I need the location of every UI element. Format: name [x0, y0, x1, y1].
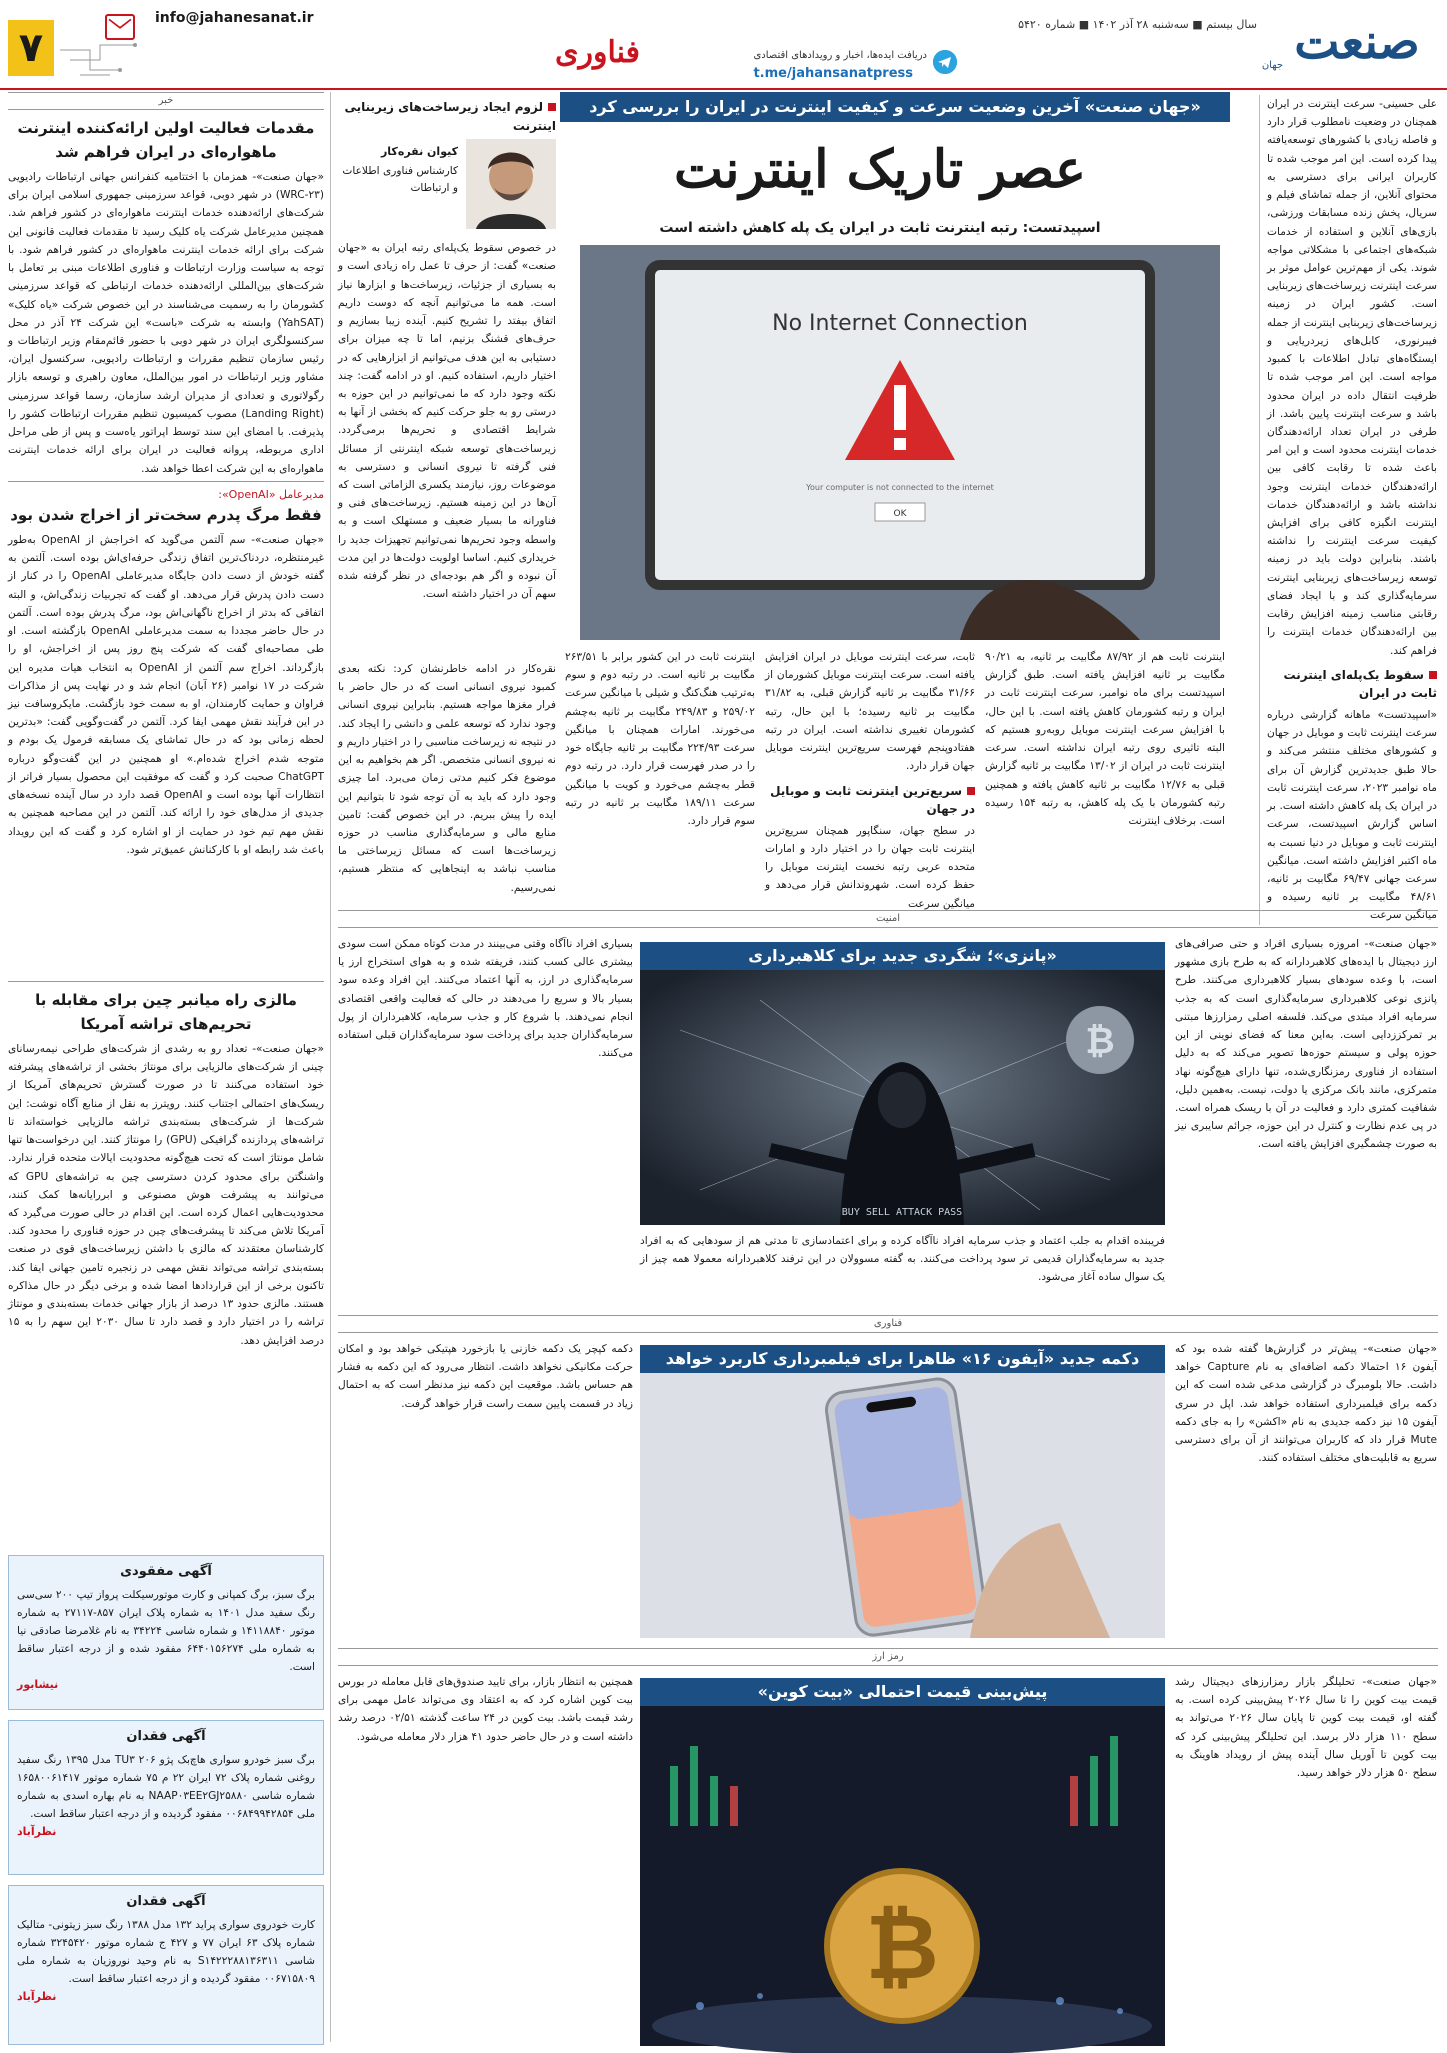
telegram-block[interactable]	[753, 48, 927, 84]
telegram-icon	[933, 50, 957, 74]
ad-2-city: نظرآباد	[17, 1825, 57, 1839]
page-number: ۷	[8, 20, 54, 76]
opinion-column-bottom	[338, 660, 556, 900]
bitcoin-story-col-right	[1175, 1673, 1437, 2045]
main-story-col3-heading	[765, 782, 975, 819]
main-story-kicker: «جهان صنعت» آخرین وضعیت سرعت و کیفیت اینترنت در ایران را بررسی کرد	[560, 92, 1230, 122]
main-story-col3b-text: در سطح جهان، سنگاپور همچنان سریع‌ترین اینترنت ثابت جهان را در اختیار دارد و امارات متحده عربی رتبه نخست اینترنت موبایل را حفظ کرده است. شهروندانش قرار می‌دهد و میانگین سرعت	[765, 824, 975, 910]
security-story-col-right	[1175, 935, 1437, 1305]
bitcoin-story-title: پیش‌بینی قیمت احتمالی «بیت کوین»	[640, 1678, 1165, 1706]
security-story-text-mid: بسیاری افراد ناآگاه وقتی می‌بینند در مدت کوتاه ممکن است سودی بیشتری عالی کسب کنند، فریفته شده و به هوای استخراج ارز یا سرمایه‌گذاری در ارز، به آنها اعتماد می‌کنند. این افراد وعده سود بسیار بالا و سریع را می‌دهند در حالی که فعالیت واقعی اقتصادی انجام نمی‌دهند. با شروع کار و جذب سرمایه، کلاهبرداران از پول سرمایه‌گذاران جدید برای پرداخت سود سرمایه‌گذاران قبلی استفاده می‌کنند.	[338, 938, 633, 1060]
circuit-decoration-icon	[60, 40, 140, 80]
svg-text:صنعت: صنعت	[1294, 14, 1420, 70]
email-address[interactable]: info@jahanesanat.ir	[155, 10, 314, 26]
ad-3-title: آگهی فقدان	[126, 1894, 206, 1909]
author-portrait	[466, 139, 556, 229]
opinion-author-block	[338, 139, 556, 239]
main-story-col1-text: علی حسینی- سرعت اینترنت در ایران همچنان در وضعیت نامطلوب قرار دارد و فاصله زیادی با کشورهای توسعه‌یافته پیدا کرده است. این امر موجب شده تا کاربران ایرانی برای دسترسی به محتوای آنلاین، از جمله تماشای فیلم و سریال، پخش زنده مسابقات ورزشی، بازی‌های آنلاین و استفاده از خدمات شبکه‌های اجتماعی با مشکلاتی مواجه شوند. یکی از مهم‌ترین عوامل موثر بر سرعت اینترنت زیرساخت‌های زیربنایی است. کشور ایران در زمینه زیرساخت‌های زیربنایی اینترنت از جمله فیبرنوری، کابل‌های زیردریایی و ایستگاه‌های تبادل اطلاعات با کمبود مواجه است. این امر موجب شده تا ظرفیت انتقال داده در ایران محدود باشد و سرعت اینترنت پایین باشد. از طرفی در ایران تعداد ارائه‌دهندگان خدمات اینترنت محدود است و این امر باعث شده تا رقابت کافی بین ارائه‌دهندگان خدمات اینترنت وجود نداشته باشد و ارائه‌دهندگان خدمات اینترنت انگیزه کافی برای افزایش کیفیت سرعت اینترنت را نداشته باشند. بنابراین دولت باید در زمینه توسعه زیرساخت‌های زیربنایی اینترنت سرمایه‌گذاری کند و با ایجاد فضای رقابتی مناسب زمینه افزایش رقابت بین ارائه‌دهندگان خدمات اینترنت را فراهم کند.	[1266, 98, 1437, 657]
svg-text:₿: ₿	[1085, 1021, 1115, 1062]
ad-2-title: آگهی فقدان	[126, 1729, 206, 1744]
column-divider	[1259, 95, 1260, 925]
left-news-body-1: «جهان صنعت»- همزمان با اختتامیه کنفرانس جهانی ارتباطات رادیویی (WRC-۲۳) در شهر دوبی، قواعد سرزمینی جمهوری اسلامی ایران برای شرکت‌های ارائه‌دهنده خدمات اینترنت ماهواره‌ای در کشور فراهم شد. همچنین مدیرعامل شرکت یاه کلیک رسید تا مقدمات فعالیت قانونی این شرکت برای ارائه خدمات اینترنت ماهواره‌ای در کشور فراهم شود. با توجه به سیاست وزارت ارتباطات و فناوری اطلاعات مبنی بر تعامل با شرکت‌های بین‌المللی ارائه‌دهنده خدمات ارتباطی که قواعد سرزمینی کشورمان را به رسمیت می‌شناسند در این خصوص شرکت «یاه کلیک» (YahSAT) وابسته به شرکت «باست» این شرکت ۲۴ آذر در محل سرکنسولگری ایران در شهر دوبی با حضور قائم‌مقام وزیر ارتباطات و رئیس سازمان تنظیم مقررات و ارتباطات رادیویی، سرکنسول ایران، مشاور وزیر ارتباطات در امور بین‌الملل، معاون راهبری و توسعه بازار رگولاتوری و تعدادی از مدیران ارشد سازمان، رسما قواعد سرزمینی (Landing Right) مصوب کمیسیون تنظیم مقررات ارتباطات کشور را پذیرفت. با امضای این سند توسط اپراتور یاه‌ست و پس از طی مراحل اداری مربوطه، پروانه فعالیت در ایران برای ارائه خدمات اینترنت ماهواره‌ای به این شرکت اعطا خواهد شد.	[8, 171, 324, 475]
left-news-column	[8, 92, 324, 1542]
svg-text:₿: ₿	[865, 1895, 939, 2000]
left-news-body-2: «جهان صنعت»- سم آلتمن می‌گوید که اخراجش از OpenAI به‌طور غیرمنتظره، دردناک‌ترین اتفاق زندگی حرفه‌ای‌اش بوده است. آلتمن به گفته خودش از دست دادن جایگاه مدیرعاملی OpenAI را در کنار از دست دادن پدرش قرار می‌دهد. او گفت که تجربیات زندگی‌اش، و البته اتفاقی که بدتر از اخراج ناگهانی‌اش بود، مرگ پدرش بوده است. آلتمن در حال حاضر مجددا به سمت مدیرعاملی OpenAI بازگشته است. او طی مصاحبه‌ای گفت که شرکت پنج روز پس از اخراجش، او را بازگرداند. اخراج سم آلتمن از OpenAI به انتخاب هیات مدیره این شرکت در ۱۷ نوامبر (۲۶ آبان) انجام شد و در نهایت پس از مذاکرات فراوان و حمایت کارمندان، او به سمت خود بازگشت. مایکروسافت نیز در این فرآیند نقش مهمی ایفا کرد. آلتمن در گفت‌وگویی گفت: «بدترین لحظه زمانی بود که در حال تماشای یک مسابقه فرمول یک بودم و متوجه شدم اخراج شده‌ام.» او همچنین در این گفت‌وگو درباره ChatGPT صحبت کرد و گفت که موفقیت این محصول بسیار فراتر از انتظارات آنها بوده است و OpenAI قصد دارد در سال آینده نسخه‌های جدیدی از مدل‌های خود را ارائه کند. آلتمن در این مصاحبه همچنین به نقش مهم تیم خود در حمایت از او اشاره کرد و گفت که این رویداد باعث شد رابطه او با کارکنانش عمیق‌تر شود.	[8, 534, 325, 856]
security-section-label: امنیت	[338, 910, 1438, 928]
telegram-link[interactable]: t.me/jahansanatpress	[753, 65, 914, 81]
opinion-body-2: نقره‌کار در ادامه خاطرنشان کرد: نکته بعدی کمبود نیروی انسانی است که در حال حاضر با فرار مغزها مواجه هستیم. بنابراین نیروی انسانی وجود ندارد که توسعه علمی و دانشی را ایجاد کند. در نتیجه نه زیرساخت مناسبی را در اختیار داریم و نه نیروی انسانی متخصص. اگر هم بخواهیم به این موضوع فکر کنیم مدتی زمان می‌برد. اما چیزی وجود دارد که باید به آن توجه شود تا بتوانیم این ایده را پیش ببریم. در این خصوص گفت: تامین منابع مالی و سرمایه‌گذاری مناسب در حوزه زیرساخت‌ها است که مسائل زیرساختی ما مناسب نباشد به اینجاهایی که منتظر هستیم، نمی‌رسیم.	[338, 663, 556, 894]
ad-box-1	[8, 1555, 324, 1710]
main-story-title: عصر تاریک اینترنت	[674, 139, 1086, 200]
ad-1-title: آگهی مفقودی	[120, 1564, 212, 1579]
main-story-subtitle: اسپیدتست: رتبه اینترنت ثابت در ایران یک پله کاهش داشته است	[659, 220, 1101, 236]
opinion-heading	[338, 98, 556, 135]
issue-line: سال بیستم ■ سه‌شنبه ۲۸ آذر ۱۴۰۲ ■ شماره ۵۴۲۰	[1018, 18, 1257, 31]
opinion-author-title: کارشناس فناوری اطلاعات و ارتباطات	[342, 165, 458, 194]
security-story-text-under: فریبنده اقدام به جلب اعتماد و جذب سرمایه افراد ناآگاه کرده و برای اعتمادسازی تا مدتی هم از سودهایی که به افراد جدید به سرمایه‌گذاران قدیمی تر سود پرداخت می‌کنند. به گفته مسوولان در این ترفند کلاهبردارانه معمولا همه چیز از یک سوال ساده آغاز می‌شود.	[640, 1235, 1165, 1284]
main-story-col1-heading	[1267, 666, 1437, 703]
iphone-story-title: دکمه جدید «آیفون ۱۶» ظاهرا برای فیلمبرداری کاربرد خواهد	[640, 1345, 1165, 1373]
mail-icon	[105, 14, 135, 40]
logo[interactable]	[1261, 12, 1437, 72]
not-connected-text: Your computer is not connected to the internet	[806, 483, 994, 492]
bitcoin-story-col-left	[338, 1673, 633, 2045]
section-title: فناوری	[555, 35, 640, 70]
ad-3-city: نظرآباد	[17, 1990, 57, 2004]
image-words: BUY SELL ATTACK PASS	[841, 1207, 963, 1218]
main-story-image	[580, 245, 1220, 640]
opinion-author-name: کیوان نقره‌کار	[380, 145, 458, 159]
security-story-text-right: «جهان صنعت»- امروزه بسیاری افراد و حتی صرافی‌های ارز دیجیتال با ایده‌های کلاهبردارانه که به طرح بازی مشهور است، با وعده سودهای بسیار کلاهبرداری می‌کنند. طرح پانزی نوعی کلاهبرداری سرمایه‌گذاری است که به جذب سرمایه افراد مبتدی می‌کند. فلسفه اصلی رمزارزها مبتنی بر تمرکززدایی است. به‌این معنا که فضای نوینی از این حوزه پولی و سیستم حوزه‌ها تصویر می‌کند که به دلیل استفاده از فناوری رمزنگاری‌شده، تنها دارای هیچ‌گونه نهاد متمرکزی، مانند بانک مرکزی یا دولت، نیست. به‌همین دلیل، شفافیت کمتری دارد و فعالیت در آن با ریسک همراه است. در پی عدم نظارت و کنترل در این حوزه، جرائم سایبری نیز به صورت چشمگیری افزایش یافته است.	[1175, 938, 1437, 1151]
jahan-sanat-logo-icon	[1261, 12, 1437, 72]
left-news-divider	[8, 981, 324, 988]
security-story-col-left	[338, 935, 633, 1305]
hacker-illustration	[640, 970, 1165, 1225]
main-story-col4-text: اینترنت ثابت در این کشور برابر با ۲۶۳/۵۱ مگابیت بر ثانیه است. در رتبه دوم و سوم به‌ترتیب هنگ‌کنگ و شیلی با میانگین سرعت ۲۵۹/۰۲ و ۲۴۹/۸۳ مگابیت بر ثانیه به‌چشم می‌خورند. امارات همچنان با میانگین سرعت ۲۲۴/۹۳ مگابیت بر ثانیه جایگاه خود را در صدر فهرست قرار دارد. در رتبه دوم قطر به‌چشم می‌خورد و کویت با میانگین سرعت ۱۸۹/۱۱ مگابیت بر ثانیه در رتبه سوم قرار دارد.	[565, 651, 755, 827]
iphone-section-label: فناوری	[338, 1315, 1438, 1333]
ok-button: OK	[893, 509, 907, 519]
main-story-col3-heading-text: سریع‌ترین اینترنت ثابت و موبایل در جهان	[770, 783, 975, 817]
opinion-body: در خصوص سقوط یک‌پله‌ای رتبه ایران به «جهان صنعت» گفت: از حرف تا عمل راه زیادی است و به بسیاری از جزئیات، زیرساخت‌ها و ابزارها نیاز است. همه ما می‌توانیم آنچه که دوست داریم اتفاق بیفتد را تشریح کنیم. آینده زیبا بسازیم و حرف‌های قشنگ بزنیم، اما تا چه میزان برای دستیابی به این هدف می‌توانیم از ابزارهایی که در اختیار داریم، استفاده کنیم. او در ادامه گفت: چند نکته وجود دارد که ما نمی‌توانیم در این حوزه به درستی رو به جلو حرکت کنیم که بخشی از آنها به شرایط اقتصادی و تحریم‌ها برمی‌گردد. زیرساخت‌های توسعه شبکه اینترنتی از مسائل فنی گرفته تا نیروی انسانی و دسترسی به موضوعات روز، نیازمند یکسری الزاماتی است که آن‌ها در این زمینه هستیم. زیرساخت‌های فنی و فناورانه ما بسیار ضعیف و مستهلک است و به واسطه وجود تحریم‌ها نمی‌توانیم تجهیزات جدید را خریداری کنیم. اساسا اولویت دولت‌ها در این مدت آن نبوده و اگر هم بودجه‌ای در نظر گرفته شده سهم آن در اختیار داشته است.	[338, 242, 556, 601]
opinion-heading-text: لزوم ایجاد زیرساخت‌های زیربنایی اینترنت	[344, 100, 556, 133]
security-story-col-under	[640, 1232, 1165, 1307]
laptop-illustration	[580, 245, 1220, 640]
main-story-column-1	[1266, 95, 1437, 922]
security-story-title: «پانزی»؛ شگردی جدید برای کلاهبرداری	[640, 942, 1165, 970]
ad-box-3	[8, 1885, 324, 2045]
left-news-heading-1: مقدمات فعالیت اولین ارائه‌کننده اینترنت ماهواره‌ای در ایران فراهم شد	[17, 119, 315, 161]
iphone-story-image	[640, 1373, 1165, 1638]
main-story-col2-text: اینترنت ثابت هم از ۸۷/۹۲ مگابیت بر ثانیه، به ۹۰/۲۱ مگابیت بر ثانیه افزایش یافته است. طبق گزارش اسپیدتست برای ماه نوامبر، سرعت اینترنت ثابت در ایران و رتبه کشورمان کاهش یافته است. با این حال، با افزایش سرعت اینترنت موبایل روبه‌رو هستیم که البته تاثیری روی رتبه ایران نداشته است. سرعت اینترنت ثابت در ایران از ۱۳/۰۲ مگابیت بر ثانیه گزارش قبلی به ۱۲/۷۶ مگابیت بر ثانیه کاهش یافته و همچنین رتبه کشورمان با یک پله کاهش، به رتبه ۱۵۴ رسیده است. برخلاف اینترنت	[985, 651, 1225, 827]
main-story-col1b-text: «اسپیدتست» ماهانه گزارشی درباره سرعت اینترنت ثابت و موبایل در جهان و کشورهای مختلف منتشر می‌کند و حالا طبق جدیدترین گزارش آن برای ماه نوامبر ۲۰۲۳، سرعت اینترنت ثابت در ایران یک پله کاهش داشته است. بر اساس گزارش اسپیدتست، سرعت اینترنت ثابت و موبایل در دنیا نسبت به ماه اکتبر افزایش داشته است. میانگین سرعت جهانی ۶۹/۴۷ مگابیت بر ثانیه، ۴۸/۶۱ مگابیت بر ثانیه رسیده و میانگین سرعت	[1267, 708, 1437, 922]
no-internet-text: No Internet Connection	[772, 311, 1028, 336]
left-news-body-3: «جهان صنعت»- تعداد رو به رشدی از شرکت‌های طراحی نیمه‌رسانای چینی از شرکت‌های مالزیایی برای مونتاژ بخشی از تراشه‌های پیشرفته خود استفاده می‌کنند تا در صورت گسترش تحریم‌های آمریکا از ریسک‌های احتمالی اجتناب کنند. رویترز به نقل از منابع آگاه نوشت: این شرکت‌ها از شرکت‌های بسته‌بندی تراشه مالزیایی خواسته‌اند تا تراشه‌های پردازنده گرافیکی (GPU) را مونتاژ کنند. این درخواست‌ها تنها شامل مونتاژ است که تحت هیچ‌گونه محدودیت ایالات متحده قرار ندارد. واشنگتن برای محدود کردن دسترسی چین به تراشه‌های GPU که می‌توانند به پیشرفت هوش مصنوعی و ابررایانه‌ها کمک کنند، محدودیت‌هایی اعمال کرده است. این اقدام در حالی صورت می‌گیرد که آمریکا تلاش می‌کند تا پیشرفت‌های چین در حوزه فناوری را محدود کند. کارشناسان معتقدند که مالزی با داشتن زیرساخت‌های قوی در صنعت بسته‌بندی تراشه می‌تواند نقش مهمی در زنجیره تامین جهانی ایفا کند. تاکنون برخی از این قراردادها امضا شده و برخی دیگر در حال مذاکره هستند. مالزی حدود ۱۳ درصد از بازار جهانی خدمات بسته‌بندی و مونتاژ تراشه را در اختیار دارد و قصد دارد تا سال ۲۰۳۰ این سهم را به ۱۵ درصد افزایش دهد.	[8, 1043, 325, 1347]
main-story-col1-heading-text: سقوط یک‌پله‌ای اینترنت ثابت در ایران	[1283, 667, 1437, 701]
telegram-caption: دریافت ایده‌ها، اخبار و رویدادهای اقتصادی	[753, 50, 927, 61]
main-story-col3-text: ثابت، سرعت اینترنت موبایل در ایران افزایش یافته است. سرعت اینترنت موبایل کشورمان از ۳۱/۶۶ مگابیت بر ثانیه گزارش قبلی، به ۳۱/۸۲ مگابیت بر ثانیه رسیده؛ با این حال، رتبه کشورمان تغییری نداشته است. ایران در رتبه هفتادوپنجم فهرست سریع‌ترین اینترنت موبایل جهان قرار دارد.	[765, 651, 975, 773]
bitcoin-section-label: رمز ارز	[338, 1648, 1438, 1666]
column-divider	[330, 92, 331, 2042]
left-news-heading-3: مالزی راه میانبر چین برای مقابله با تحریم‌های تراشه آمریکا	[35, 991, 297, 1034]
ad-3-body: کارت خودروی سواری پراید ۱۳۲ مدل ۱۳۸۸ رنگ سبز زیتونی- متالیک شماره پلاک ۶۳ ایران ۷۷ و ۴۲۷ ج شماره موتور ۳۲۴۵۴۲۰ شماره شاسی S۱۴۲۲۲۸۸۱۳۶۳۱۱ به نام وحید نوروزیان به شماره ملی ۰۰۶۷۱۵۸۰۹ مفقود گردیده و از درجه اعتبار ساقط است.	[17, 1919, 315, 1986]
svg-text:جهان: جهان	[1261, 60, 1283, 71]
left-news-heading-2: فقط مرگ پدرم سخت‌تر از اخراج شدن بود	[10, 506, 322, 525]
iphone-story-col-left	[338, 1340, 633, 1640]
main-story-column-4	[565, 648, 755, 898]
iphone-story-text-mid: دکمه کپچر یک دکمه خازنی یا بازخورد هپتیکی خواهد بود و امکان حرکت مکانیکی نخواهد داشت. انتظار می‌رود که این دکمه به فشار هم حساس باشد. موقعیت این دکمه نیز مدنظر است که به احتمال زیاد در قسمت پایین سمت راست قرار خواهد گرفت.	[338, 1343, 633, 1410]
main-story-column-3	[765, 648, 975, 910]
bitcoin-illustration	[640, 1706, 1165, 2046]
left-news-kicker-2: مدیرعامل «OpenAI»:	[218, 488, 324, 501]
security-story-image	[640, 970, 1165, 1225]
ad-1-body: برگ سبز، برگ کمپانی و کارت موتورسیکلت پرواز تیپ ۲۰۰ سی‌سی رنگ سفید مدل ۱۴۰۱ به شماره پلاک ایران ۸۵۷-۲۷۱۱۷ به شماره موتور ۱۴۱۱۸۸۴۰ و شماره شاسی ۳۴۲۲۴ به نام غلامرضا صادقی نیا به شماره ملی ۶۴۴۰۱۵۶۲۷۴ مفقود شده و از درجه اعتبار ساقط است.	[17, 1589, 316, 1674]
iphone-story-col-right	[1175, 1340, 1437, 1640]
bitcoin-story-image	[640, 1706, 1165, 2046]
ad-box-2	[8, 1720, 324, 1875]
iphone-story-text-right: «جهان صنعت»- پیش‌تر در گزارش‌ها گفته شده بود که آیفون ۱۶ احتمالا دکمه اضافه‌ای به نام Capture خواهد داشت. حالا بلومبرگ در گزارشی مدعی شده است که این دکمه برای فیلمبرداری استفاده خواهد شد. اپل در سری آیفون ۱۵ نیز دکمه جدیدی به نام «اکشن» را به جای دکمه Mute قرار داد که کاربران می‌توانند از آن برای دسترسی سریع به قابلیت‌های مختلف استفاده کنند.	[1175, 1343, 1437, 1465]
main-story-column-2	[985, 648, 1225, 898]
page-header	[0, 0, 1447, 90]
left-news-label: خبر	[8, 92, 324, 110]
ad-1-city: نیشابور	[17, 1678, 59, 1692]
ad-2-body: برگ سبز خودرو سواری هاچ‌بک پژو ۲۰۶ TU۳ مدل ۱۳۹۵ رنگ سفید روغنی شماره پلاک ۷۲ ایران ۲۲ م ۷۵ شماره موتور ۱۶۵۸۰۰۶۱۴۱۷ شماره شاسی NAAP۰۳EE۲GJ۲۵۸۸۰ به نام بهاره اسدی به شماره ملی ۰۰۶۸۴۹۹۴۲۸۵۴ مفقود گردیده و از درجه اعتبار ساقط است.	[17, 1754, 316, 1821]
bitcoin-story-text-mid: همچنین به انتظار بازار، برای تایید صندوق‌های قابل معامله در بورس بیت کوین اشاره کرد که به اعتقاد وی می‌تواند عامل مهمی برای رشد قیمت باشد. بیت کوین در ۲۴ ساعت گذشته ۰۲/۵۱ درصد رشد داشته است و در حال حاضر حدود ۴۱ هزار دلار معامله می‌شود.	[338, 1676, 633, 1743]
iphone-illustration	[640, 1373, 1165, 1638]
bitcoin-story-text-right: «جهان صنعت»- تحلیلگر بازار رمزارزهای دیجیتال رشد قیمت بیت کوین را تا سال ۲۰۲۶ پیش‌بینی کرده است. به گفته او، قیمت بیت کوین تا پایان سال ۲۰۲۶ می‌تواند به سطح ۱۱۰ هزار دلار برسد. این تحلیلگر پیش‌بینی کرد که بیت کوین تا آوریل سال آینده پیش از رویداد هاوینگ به سطح ۵۰ هزار دلار خواهد رسید.	[1175, 1676, 1438, 1780]
